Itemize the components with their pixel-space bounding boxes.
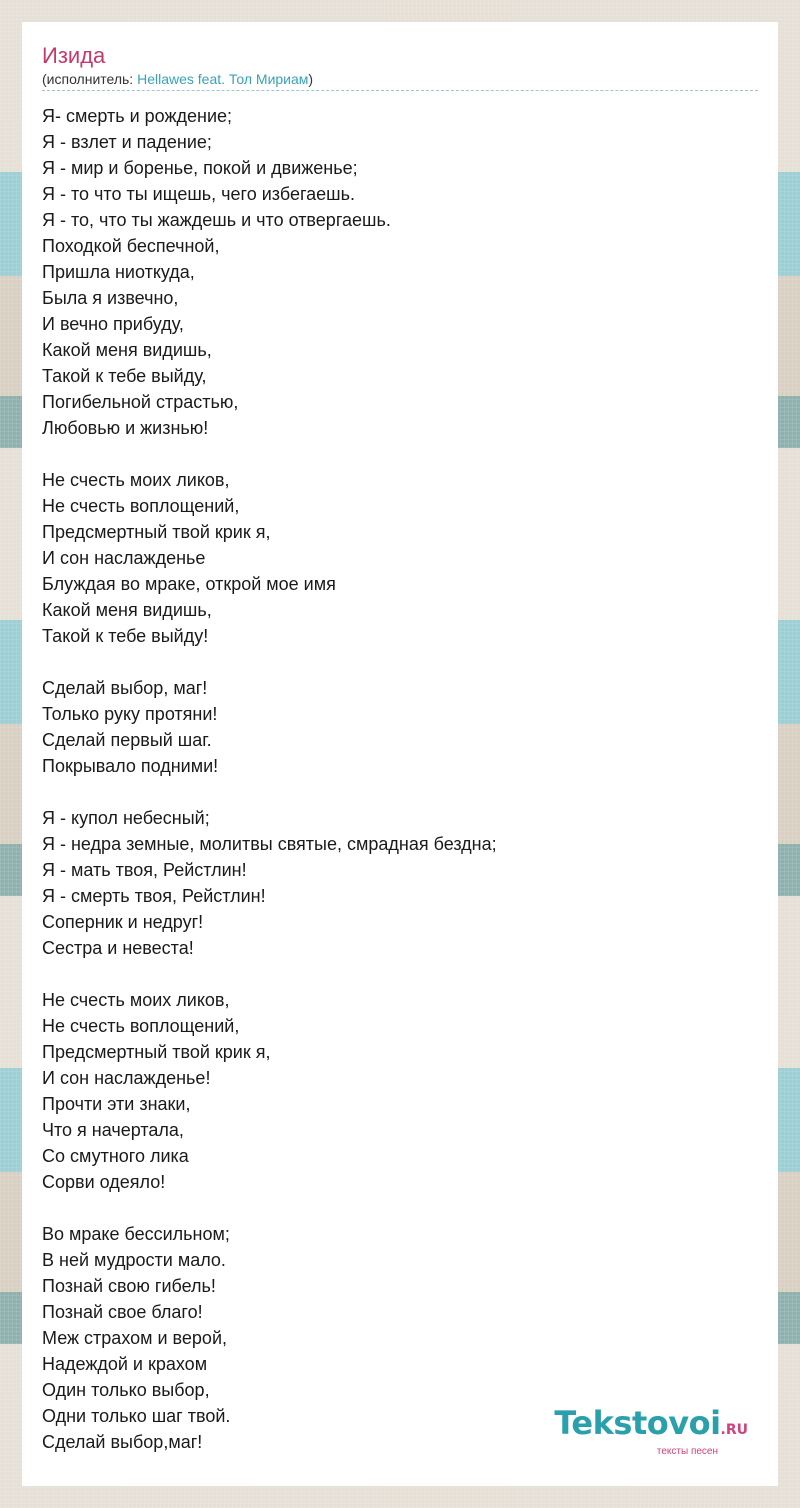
lyric-line: Такой к тебе выйду,: [42, 366, 207, 386]
song-meta: [42, 70, 758, 91]
lyrics-stanza: [42, 467, 758, 649]
lyrics-stanza: [42, 987, 758, 1195]
lyric-line: Сделай выбор, маг!: [42, 678, 208, 698]
lyric-line: В ней мудрости мало.: [42, 1250, 226, 1270]
logo-tld: .RU: [720, 1422, 748, 1438]
lyric-line: Не счесть воплощений,: [42, 496, 240, 516]
lyrics-card: [22, 22, 778, 1486]
lyric-line: Предсмертный твой крик я,: [42, 522, 271, 542]
lyric-line: Какой меня видишь,: [42, 340, 212, 360]
lyric-line: Познай свою гибель!: [42, 1276, 216, 1296]
lyric-line: Со смутного лика: [42, 1146, 189, 1166]
lyrics-stanza: [42, 103, 758, 441]
lyric-line: Познай свое благо!: [42, 1302, 203, 1322]
lyric-line: Не счесть моих ликов,: [42, 990, 230, 1010]
song-title: Изида: [42, 43, 106, 68]
meta-suffix: ): [308, 71, 314, 87]
lyric-line: Предсмертный твой крик я,: [42, 1042, 271, 1062]
lyric-line: Блуждая во мраке, открой мое имя: [42, 574, 336, 594]
logo-wordmark: [554, 1404, 748, 1446]
meta-prefix: (исполнитель:: [42, 71, 138, 87]
lyric-line: Я - купол небесный;: [42, 808, 210, 828]
lyric-line: Походкой беспечной,: [42, 236, 220, 256]
lyrics-stanza: [42, 675, 758, 779]
lyric-line: Я - мать твоя, Рейстлин!: [42, 860, 247, 880]
site-logo[interactable]: [554, 1404, 748, 1458]
lyric-line: Пришла ниоткуда,: [42, 262, 195, 282]
lyric-line: Я - мир и боренье, покой и движенье;: [42, 158, 358, 178]
lyrics-body: [42, 103, 758, 1455]
lyric-line: Соперник и недруг!: [42, 912, 204, 932]
lyric-line: Я - смерть твоя, Рейстлин!: [42, 886, 266, 906]
lyric-line: И сон наслажденье!: [42, 1068, 211, 1088]
lyric-line: Погибельной страстью,: [42, 392, 239, 412]
lyric-line: Только руку протяни!: [42, 704, 218, 724]
lyric-line: Была я извечно,: [42, 288, 179, 308]
lyrics-stanza: [42, 805, 758, 961]
lyric-line: Я - взлет и падение;: [42, 132, 212, 152]
lyric-line: Такой к тебе выйду!: [42, 626, 209, 646]
lyric-line: Сделай первый шаг.: [42, 730, 212, 750]
lyric-line: Не счесть моих ликов,: [42, 470, 230, 490]
lyric-line: Я- смерть и рождение;: [42, 106, 233, 126]
lyric-line: Надеждой и крахом: [42, 1354, 208, 1374]
lyric-line: Сестра и невеста!: [42, 938, 194, 958]
lyric-line: Я - недра земные, молитвы святые, смрадная бездна;: [42, 834, 497, 854]
lyric-line: Любовью и жизнью!: [42, 418, 209, 438]
lyric-line: Во мраке бессильном;: [42, 1224, 230, 1244]
lyric-line: Одни только шаг твой.: [42, 1406, 231, 1426]
lyric-line: Что я начертала,: [42, 1120, 184, 1140]
lyric-line: Прочти эти знаки,: [42, 1094, 191, 1114]
logo-name: Tekstovoi: [554, 1404, 721, 1442]
lyric-line: Один только выбор,: [42, 1380, 210, 1400]
lyric-line: Сорви одеяло!: [42, 1172, 166, 1192]
lyric-line: И вечно прибуду,: [42, 314, 184, 334]
lyric-line: Меж страхом и верой,: [42, 1328, 228, 1348]
artist-link[interactable]: Hellawes feat. Тол Мириам: [137, 71, 309, 87]
lyric-line: Я - то, что ты жаждешь и что отвергаешь.: [42, 210, 391, 230]
lyric-line: Покрывало подними!: [42, 756, 219, 776]
logo-tagline: тексты песен: [656, 1446, 718, 1457]
lyric-line: И сон наслажденье: [42, 548, 206, 568]
lyric-line: Какой меня видишь,: [42, 600, 212, 620]
lyric-line: Я - то что ты ищешь, чего избегаешь.: [42, 184, 355, 204]
lyric-line: Сделай выбор,маг!: [42, 1432, 203, 1452]
lyric-line: Не счесть воплощений,: [42, 1016, 240, 1036]
